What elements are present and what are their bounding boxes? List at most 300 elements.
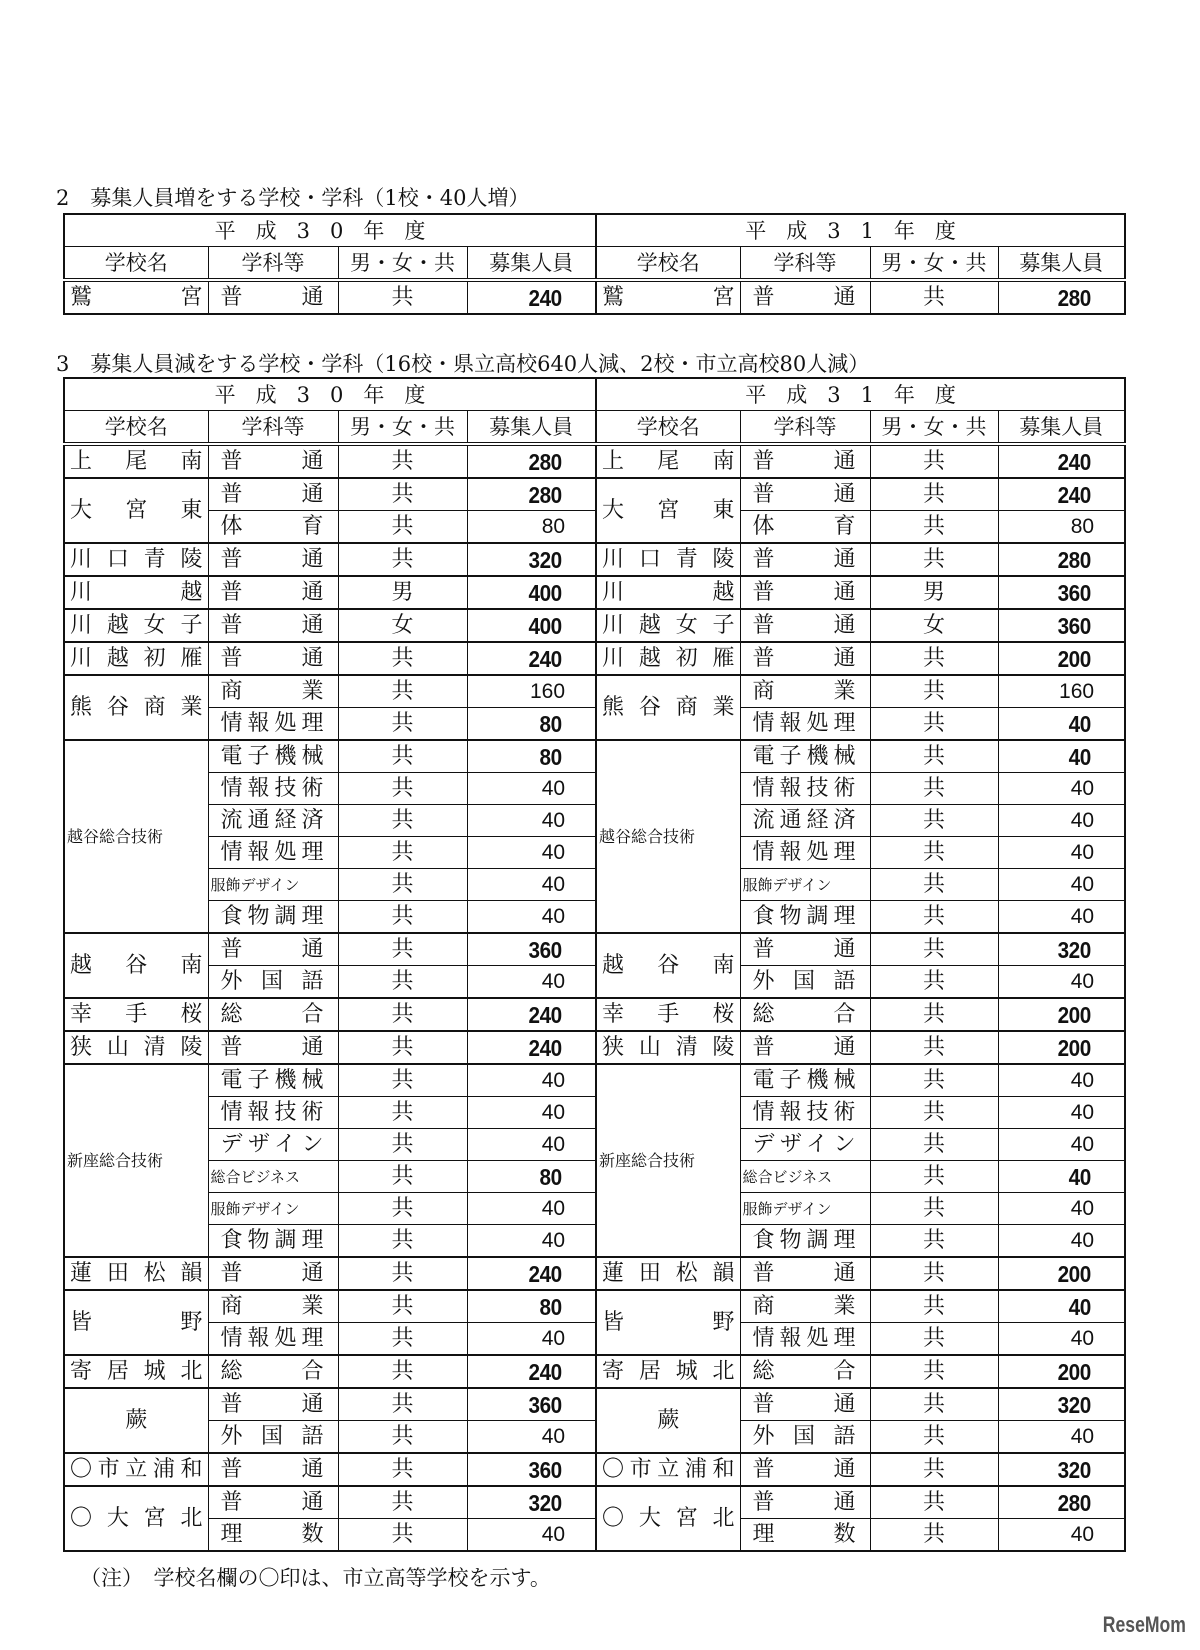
department: 商業 [208,675,338,708]
table-row [64,966,1125,999]
enrollment-n30: 240 [473,280,589,314]
enrollment-n31: 160 [998,675,1125,708]
department: 情報処理 [740,708,870,741]
gender-type: 共 [338,280,467,314]
gender-type: 共 [870,280,998,314]
enrollment-n30: 80 [473,1161,589,1193]
gender-type: 共 [338,708,467,741]
gender-type: 共 [870,444,998,478]
table-row [64,1355,1125,1388]
table-row [64,675,1125,708]
table-row [64,1193,1125,1225]
school-name: 幸手桜 [64,998,208,1031]
school-name: 新座総合技術 [596,1064,740,1257]
department: 総合 [740,998,870,1031]
gender-type: 共 [338,478,467,511]
department: デザイン [740,1129,870,1161]
year-31-header: 平成31年度 [596,214,1125,247]
department: 情報処理 [208,1323,338,1356]
gender-type: 共 [870,1519,998,1552]
enrollment-n31: 240 [1004,478,1118,511]
enrollment-n30: 40 [467,1519,596,1552]
enrollment-n30: 80 [473,708,589,741]
enrollment-n31: 40 [998,966,1125,999]
gender-type: 共 [870,1129,998,1161]
school-name: 幸手桜 [596,998,740,1031]
department: 理数 [740,1519,870,1552]
enrollment-n31: 320 [1004,1388,1118,1421]
gender-type: 共 [338,1355,467,1388]
enrollment-n31: 40 [998,805,1125,837]
department: 総合 [740,1355,870,1388]
department: 普通 [740,609,870,642]
department: 普通 [740,1486,870,1519]
enrollment-n31: 40 [1004,740,1118,773]
gender-type: 共 [338,1064,467,1097]
department: 流通経済 [208,805,338,837]
column-header-row [64,411,1125,445]
gender-type: 共 [338,1486,467,1519]
table-row [64,1225,1125,1258]
table-row [64,1486,1125,1519]
department: 普通 [208,444,338,478]
department: 普通 [208,478,338,511]
enrollment-n31: 40 [998,1323,1125,1356]
enrollment-n30: 80 [467,511,596,544]
table-row [64,933,1125,966]
gender-type: 男 [870,576,998,609]
enrollment-n31: 40 [998,1129,1125,1161]
gender-type: 共 [870,998,998,1031]
department: デザイン [208,1129,338,1161]
table-row [64,280,1125,314]
enrollment-n30: 320 [473,1486,589,1519]
school-name: 寄居城北 [596,1355,740,1388]
department: 食物調理 [208,1225,338,1258]
department: 普通 [208,642,338,675]
enrollment-n30: 280 [473,478,589,511]
table-row [64,837,1125,869]
gender-type: 共 [870,740,998,773]
table-row [64,740,1125,773]
department: 普通 [740,576,870,609]
column-header: 学科等 [208,247,338,281]
gender-type: 共 [338,966,467,999]
enrollment-n31: 40 [998,773,1125,805]
column-header: 学校名 [596,411,740,445]
gender-type: 共 [870,1388,998,1421]
school-name: 越谷総合技術 [64,740,208,933]
enrollment-n30: 40 [467,1064,596,1097]
department: 流通経済 [740,805,870,837]
enrollment-n31: 40 [998,869,1125,901]
department: 体育 [208,511,338,544]
department: 普通 [740,642,870,675]
enrollment-n30: 40 [467,869,596,901]
table-row [64,1453,1125,1486]
department: 理数 [208,1519,338,1552]
gender-type: 共 [870,1097,998,1129]
department: 普通 [740,1257,870,1290]
department: 普通 [208,1486,338,1519]
table-row [64,1257,1125,1290]
gender-type: 共 [338,1097,467,1129]
enrollment-n30: 80 [473,740,589,773]
enrollment-n30: 40 [467,1129,596,1161]
school-name: 熊谷商業 [64,675,208,740]
gender-type: 共 [870,1257,998,1290]
column-header: 学校名 [596,247,740,281]
table-row [64,1064,1125,1097]
table-row [64,1031,1125,1064]
gender-type: 共 [338,933,467,966]
enrollment-n31: 40 [1004,708,1118,741]
gender-type: 共 [338,444,467,478]
table-row [64,1129,1125,1161]
gender-type: 共 [338,1225,467,1258]
enrollment-n31: 40 [998,1193,1125,1225]
enrollment-n31: 40 [998,1064,1125,1097]
enrollment-n30: 240 [473,1031,589,1064]
enrollment-n31: 40 [998,837,1125,869]
school-name: 〇市立浦和 [64,1453,208,1486]
school-name: 川越初雁 [64,642,208,675]
school-name: 鷲 宮 [596,280,740,314]
school-name: 越谷総合技術 [596,740,740,933]
gender-type: 共 [338,511,467,544]
department: 電子機械 [740,1064,870,1097]
gender-type: 共 [338,675,467,708]
gender-type: 共 [338,901,467,934]
gender-type: 共 [870,1161,998,1193]
school-name: 〇大宮北 [596,1486,740,1551]
enrollment-n30: 160 [467,675,596,708]
table-row [64,1097,1125,1129]
enrollment-n31: 40 [998,1421,1125,1454]
column-header: 募集人員 [467,411,596,445]
gender-type: 共 [870,1486,998,1519]
enrollment-n30: 40 [467,805,596,837]
department: 普通 [740,1453,870,1486]
department: 普通 [740,478,870,511]
department: 情報処理 [740,837,870,869]
decrease-table [63,377,1126,1552]
school-name: 越谷南 [596,933,740,998]
enrollment-n30: 40 [467,1421,596,1454]
gender-type: 共 [870,1290,998,1323]
school-name: 川口青陵 [596,543,740,576]
column-header-row [64,247,1125,281]
gender-type: 共 [870,642,998,675]
enrollment-n31: 200 [1004,1257,1118,1290]
department: 外国語 [208,966,338,999]
table-row [64,543,1125,576]
column-header: 学科等 [208,411,338,445]
department: 情報処理 [208,708,338,741]
school-name: 上尾南 [596,444,740,478]
table-row [64,1388,1125,1421]
enrollment-n30: 400 [473,576,589,609]
gender-type: 共 [870,901,998,934]
department: 体育 [740,511,870,544]
enrollment-n31: 240 [1004,444,1118,478]
school-name: 狭山清陵 [64,1031,208,1064]
enrollment-n30: 240 [473,998,589,1031]
gender-type: 共 [338,1257,467,1290]
department: 普通 [208,1031,338,1064]
enrollment-n31: 40 [998,901,1125,934]
enrollment-n30: 240 [473,642,589,675]
enrollment-n30: 280 [473,444,589,478]
school-name: 蕨 [596,1388,740,1453]
department: 情報処理 [208,837,338,869]
department: 服飾デザイン [740,1193,870,1225]
department: 情報技術 [208,773,338,805]
enrollment-n30: 40 [467,1097,596,1129]
column-header: 募集人員 [998,411,1125,445]
column-header: 男・女・共 [338,247,467,281]
table-row [64,1290,1125,1323]
school-name: 狭山清陵 [596,1031,740,1064]
department: 普 通 [740,280,870,314]
department: 商業 [740,675,870,708]
school-name: 大宮東 [596,478,740,543]
department: 情報技術 [740,773,870,805]
gender-type: 共 [870,478,998,511]
footnote: （注） 学校名欄の〇印は、市立高等学校を示す。 [80,1566,551,1590]
gender-type: 共 [870,1064,998,1097]
school-name: 新座総合技術 [64,1064,208,1257]
enrollment-n31: 320 [1004,933,1118,966]
enrollment-n31: 200 [1004,642,1118,675]
department: 普通 [740,1031,870,1064]
enrollment-n31: 40 [1004,1161,1118,1193]
school-name: 蕨 [64,1388,208,1453]
section3-title: 3 募集人員減をする学校・学科（16校・県立高校640人減、2校・市立高校80人減） [56,352,870,376]
enrollment-n31: 280 [1004,280,1118,314]
enrollment-n31: 360 [1004,576,1118,609]
gender-type: 共 [338,1519,467,1552]
school-name: 川口青陵 [64,543,208,576]
column-header: 学校名 [64,247,208,281]
gender-type: 共 [870,675,998,708]
enrollment-n31: 40 [998,1519,1125,1552]
gender-type: 共 [338,1388,467,1421]
school-name: 皆野 [64,1290,208,1355]
department: 食物調理 [740,1225,870,1258]
gender-type: 共 [870,805,998,837]
department: 普通 [208,543,338,576]
gender-type: 共 [870,869,998,901]
school-name: 蓮田松韻 [596,1257,740,1290]
column-header: 学校名 [64,411,208,445]
gender-type: 共 [338,869,467,901]
gender-type: 共 [338,1453,467,1486]
gender-type: 共 [870,1193,998,1225]
enrollment-n30: 80 [473,1290,589,1323]
enrollment-n30: 40 [467,901,596,934]
table-row [64,998,1125,1031]
table-row [64,576,1125,609]
enrollment-n30: 240 [473,1257,589,1290]
department: 普通 [740,444,870,478]
column-header: 募集人員 [467,247,596,281]
department: 普通 [208,1388,338,1421]
column-header: 男・女・共 [870,247,998,281]
column-header: 男・女・共 [870,411,998,445]
department: 外国語 [740,1421,870,1454]
school-name: 蓮田松韻 [64,1257,208,1290]
gender-type: 共 [338,1129,467,1161]
department: 普通 [740,933,870,966]
gender-type: 共 [870,1355,998,1388]
school-name: 皆野 [596,1290,740,1355]
department: 普通 [208,1453,338,1486]
enrollment-n31: 200 [1004,1031,1118,1064]
enrollment-n31: 280 [1004,543,1118,576]
school-name: 〇市立浦和 [596,1453,740,1486]
department: 普通 [208,1257,338,1290]
department: 商業 [740,1290,870,1323]
department: 総合 [208,1355,338,1388]
gender-type: 共 [870,933,998,966]
school-name: 寄居城北 [64,1355,208,1388]
department: 普通 [740,1388,870,1421]
gender-type: 共 [870,1421,998,1454]
gender-type: 共 [338,773,467,805]
resemom-logo: ReseMom [1102,1612,1186,1637]
school-name: 越谷南 [64,933,208,998]
enrollment-n31: 200 [1004,1355,1118,1388]
enrollment-n30: 240 [473,1355,589,1388]
table-row [64,1323,1125,1356]
column-header: 学科等 [740,247,870,281]
department: 食物調理 [208,901,338,934]
gender-type: 共 [338,543,467,576]
school-name: 大宮東 [64,478,208,543]
table-row [64,642,1125,675]
enrollment-n31: 40 [1004,1290,1118,1323]
department: 商業 [208,1290,338,1323]
enrollment-n31: 40 [998,1097,1125,1129]
increase-table [63,213,1126,315]
enrollment-n31: 360 [1004,609,1118,642]
enrollment-n30: 40 [467,1323,596,1356]
department: 総合ビジネス [740,1161,870,1193]
enrollment-n30: 40 [467,773,596,805]
department: 普通 [740,543,870,576]
department: 外国語 [740,966,870,999]
table-row [64,478,1125,511]
gender-type: 共 [870,1225,998,1258]
gender-type: 共 [870,708,998,741]
table-row [64,773,1125,805]
department: 外国語 [208,1421,338,1454]
column-header: 学科等 [740,411,870,445]
gender-type: 共 [870,1031,998,1064]
school-name: 〇大宮北 [64,1486,208,1551]
table-row [64,901,1125,934]
gender-type: 共 [870,773,998,805]
gender-type: 共 [338,1323,467,1356]
table-row [64,708,1125,741]
gender-type: 共 [870,837,998,869]
gender-type: 共 [338,805,467,837]
gender-type: 女 [338,609,467,642]
gender-type: 共 [870,543,998,576]
department: 電子機械 [208,740,338,773]
table-row [64,1519,1125,1552]
year-30-header: 平成30年度 [64,378,596,411]
department: 電子機械 [740,740,870,773]
department: 服飾デザイン [208,1193,338,1225]
year-30-header: 平成30年度 [64,214,596,247]
department: 普通 [208,933,338,966]
school-name: 鷲 宮 [64,280,208,314]
gender-type: 共 [338,1290,467,1323]
enrollment-n31: 200 [1004,998,1118,1031]
enrollment-n30: 360 [473,1453,589,1486]
enrollment-n30: 40 [467,837,596,869]
table-row [64,444,1125,478]
gender-type: 共 [338,740,467,773]
table-row [64,511,1125,544]
enrollment-n30: 40 [467,1193,596,1225]
year-31-header: 平成31年度 [596,378,1125,411]
school-name: 上尾南 [64,444,208,478]
table-row [64,1161,1125,1193]
section2-title: 2 募集人員増をする学校・学科（1校・40人増） [56,186,530,210]
gender-type: 共 [338,1193,467,1225]
enrollment-n30: 360 [473,933,589,966]
table-row [64,1421,1125,1454]
table-row [64,869,1125,901]
enrollment-n30: 40 [467,1225,596,1258]
enrollment-n31: 320 [1004,1453,1118,1486]
enrollment-n30: 400 [473,609,589,642]
gender-type: 共 [338,837,467,869]
gender-type: 共 [338,1421,467,1454]
gender-type: 共 [338,1161,467,1193]
school-name: 川越 [64,576,208,609]
department: 服飾デザイン [740,869,870,901]
school-name: 熊谷商業 [596,675,740,740]
enrollment-n31: 80 [998,511,1125,544]
gender-type: 男 [338,576,467,609]
department: 情報技術 [740,1097,870,1129]
year-header-row [64,214,1125,247]
department: 情報処理 [740,1323,870,1356]
department: 総合 [208,998,338,1031]
department: 普 通 [208,280,338,314]
enrollment-n30: 40 [467,966,596,999]
department: 食物調理 [740,901,870,934]
department: 電子機械 [208,1064,338,1097]
enrollment-n30: 360 [473,1388,589,1421]
school-name: 川越 [596,576,740,609]
gender-type: 共 [870,1453,998,1486]
school-name: 川越女子 [596,609,740,642]
department: 普通 [208,576,338,609]
gender-type: 共 [338,642,467,675]
enrollment-n31: 40 [998,1225,1125,1258]
department: 情報技術 [208,1097,338,1129]
enrollment-n31: 280 [1004,1486,1118,1519]
year-header-row [64,378,1125,411]
column-header: 男・女・共 [338,411,467,445]
table-row [64,609,1125,642]
column-header: 募集人員 [998,247,1125,281]
